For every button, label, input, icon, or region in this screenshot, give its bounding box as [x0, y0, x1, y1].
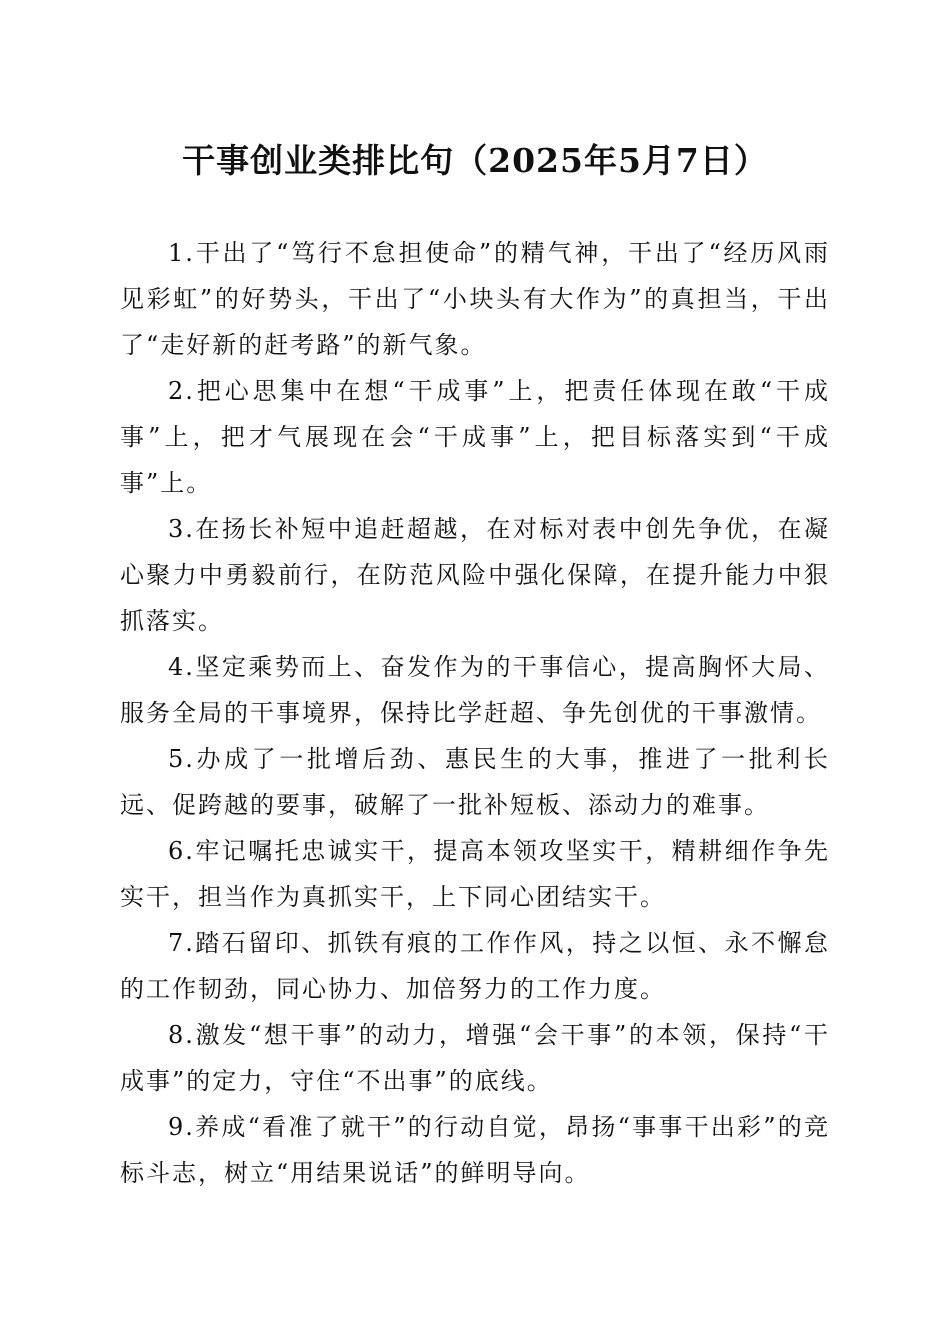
document-title: 干事创业类排比句（2025年5月7日） [182, 141, 768, 180]
paragraph-3: 3.在扬长补短中追赶超越，在对标对表中创先争优，在凝心聚力中勇毅前行，在防范风险中强化保障，在提升能力中狠抓落实。 [120, 515, 830, 635]
paragraph-1: 1.干出了“笃行不怠担使命”的精气神，干出了“经历风雨见彩虹”的好势头，干出了“小块头有大作为”的真担当，干出了“走好新的赶考路”的新气象。 [120, 239, 830, 359]
paragraph-4: 4.坚定乘势而上、奋发作为的干事信心，提高胸怀大局、服务全局的干事境界，保持比学赶超、争先创优的干事激情。 [120, 653, 830, 727]
paragraph-6: 6.牢记嘱托忠诚实干，提高本领攻坚实干，精耕细作争先实干，担当作为真抓实干，上下同心团结实干。 [120, 837, 830, 911]
paragraph-8: 8.激发“想干事”的动力，增强“会干事”的本领，保持“干成事”的定力，守住“不出事”的底线。 [120, 1021, 830, 1095]
document-body [120, 230, 830, 1196]
paragraph-9: 9.养成“看准了就干”的行动自觉，昂扬“事事干出彩”的竞标斗志，树立“用结果说话”的鲜明导向。 [120, 1113, 830, 1187]
paragraph-2: 2.把心思集中在想“干成事”上，把责任体现在敢“干成事”上，把才气展现在会“干成事”上，把目标落实到“干成事”上。 [120, 377, 830, 497]
paragraph-5: 5.办成了一批增后劲、惠民生的大事，推进了一批利长远、促跨越的要事，破解了一批补短板、添动力的难事。 [120, 745, 830, 819]
paragraph-7: 7.踏石留印、抓铁有痕的工作作风，持之以恒、永不懈怠的工作韧劲，同心协力、加倍努力的工作力度。 [120, 929, 830, 1003]
